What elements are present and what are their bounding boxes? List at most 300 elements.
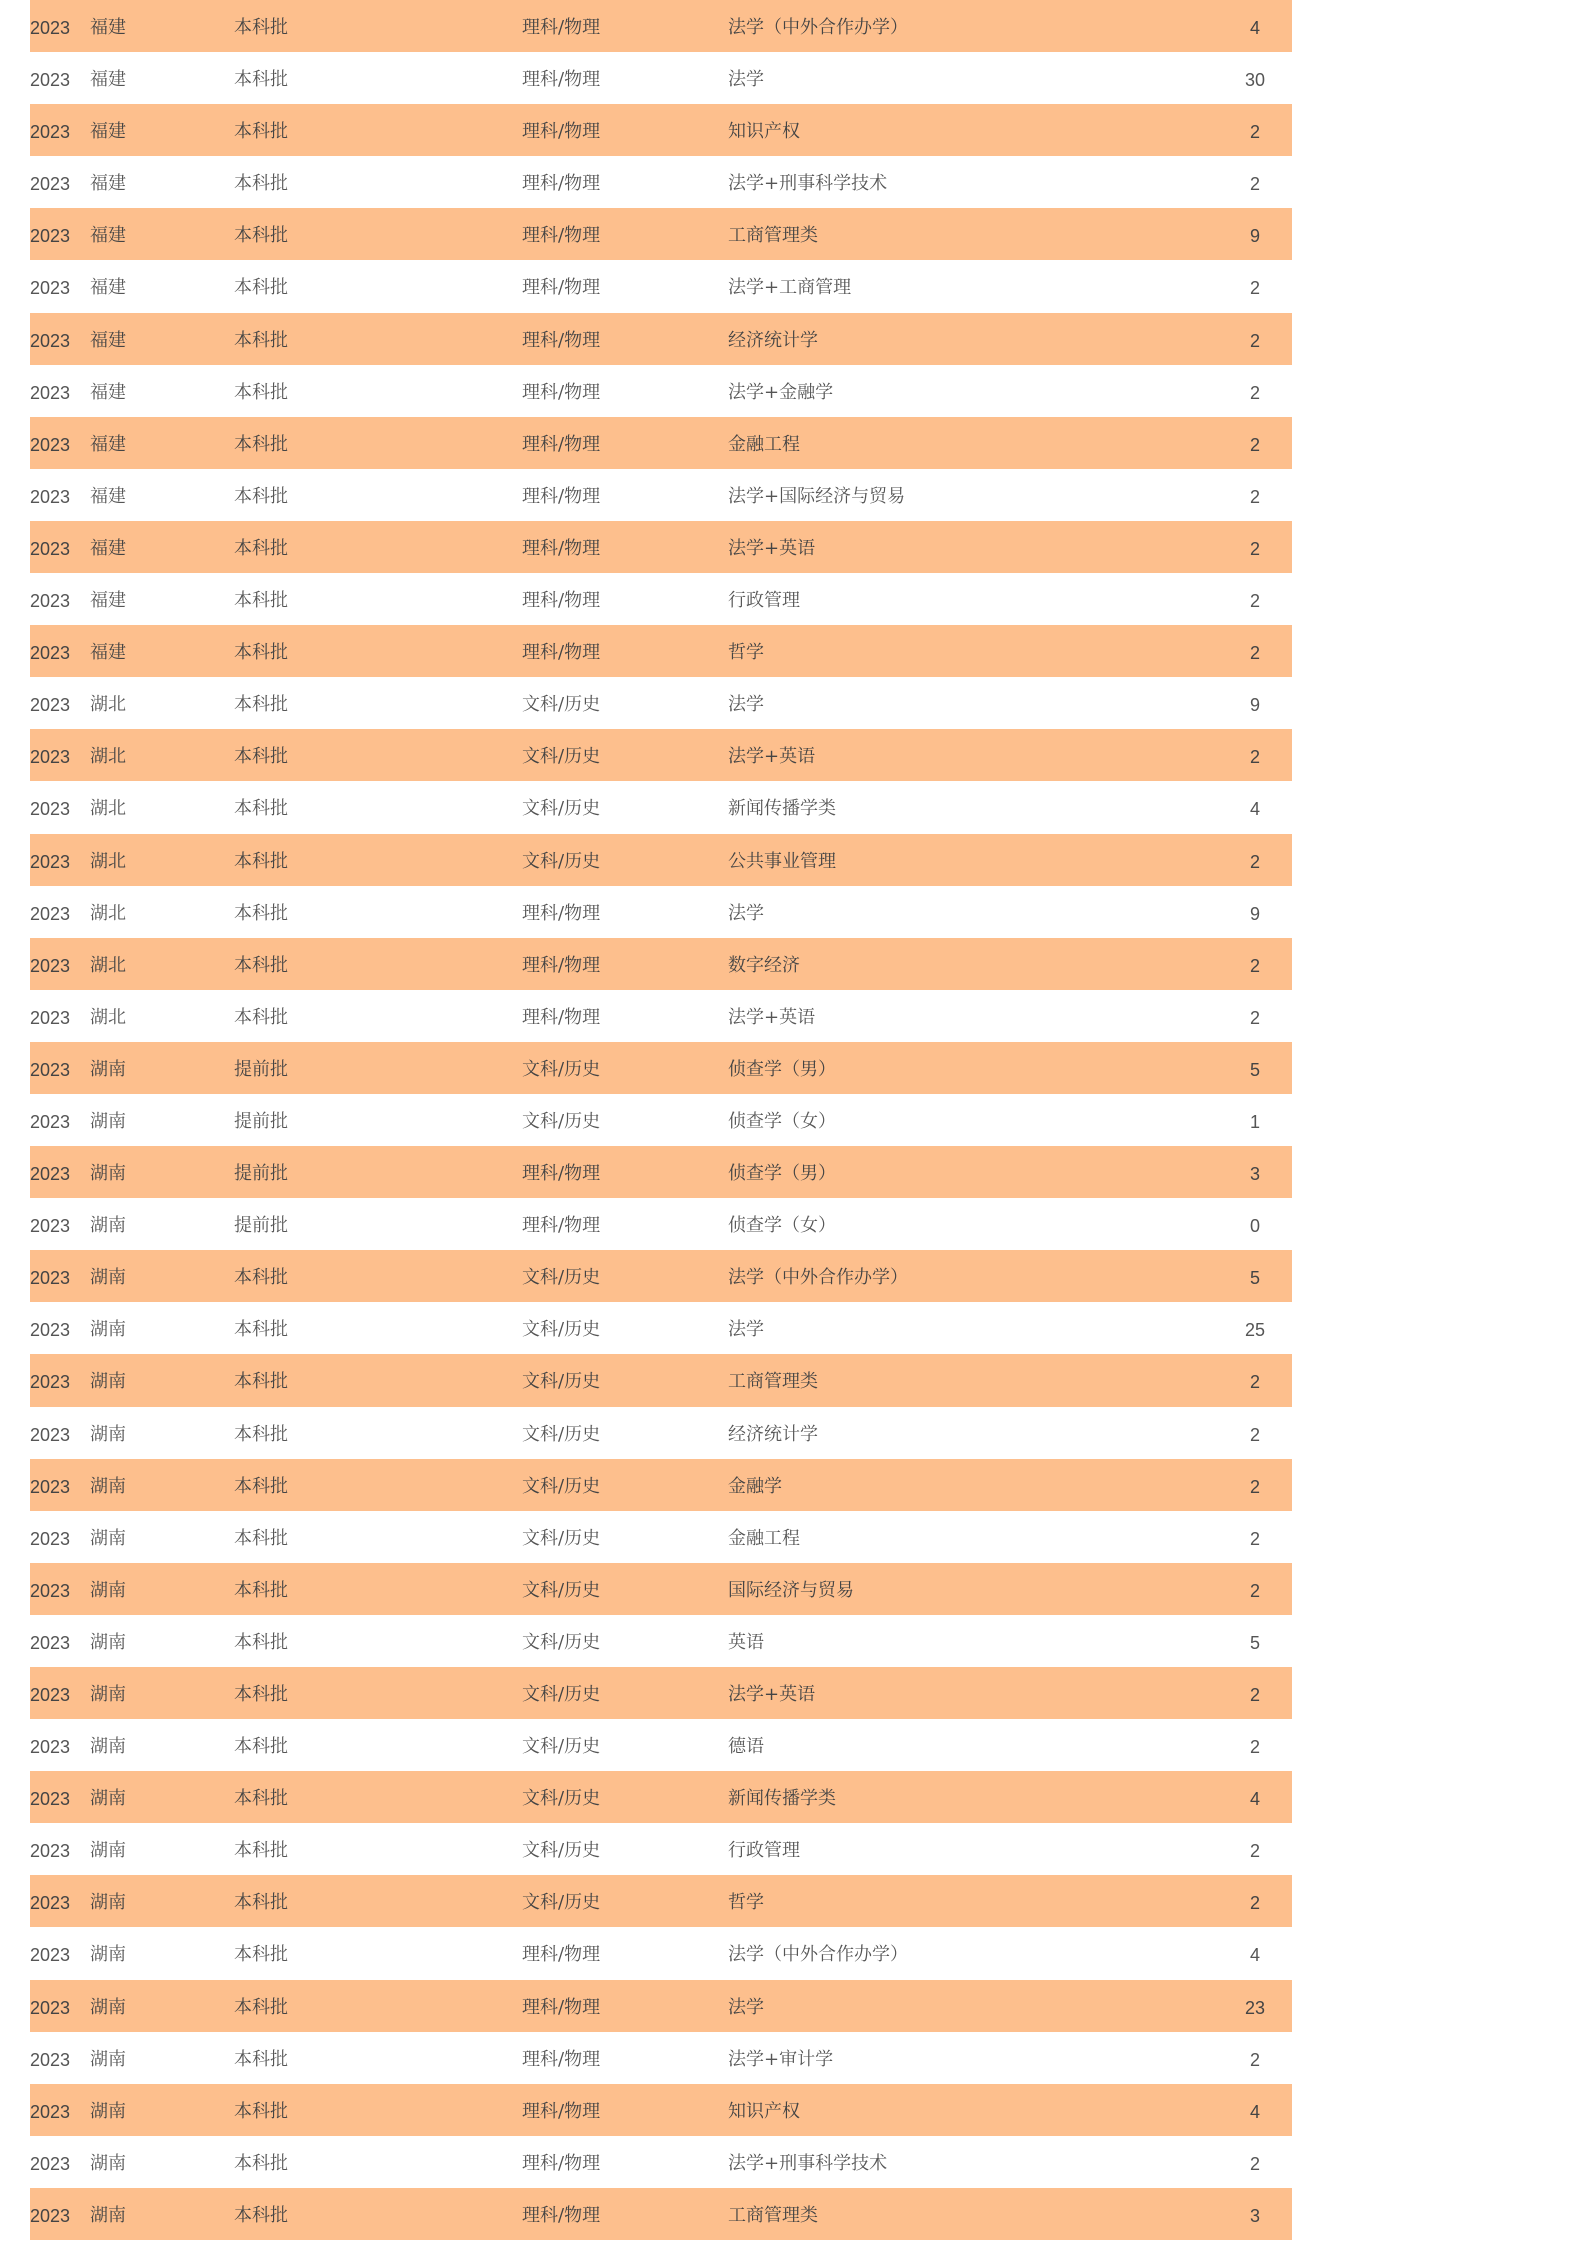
table-row — [30, 2084, 1292, 2136]
table-row — [30, 1927, 1292, 1979]
major-cell: 哲学 — [728, 642, 764, 664]
count-cell: 5 — [1249, 1268, 1260, 1289]
subject-cell: 理科/物理 — [522, 1996, 601, 2018]
major-cell: 新闻传播学类 — [728, 798, 836, 820]
table-row — [30, 1459, 1292, 1511]
count-cell: 4 — [1249, 1945, 1260, 1966]
table-row — [30, 313, 1292, 365]
subject-cell: 文科/历史 — [522, 1840, 601, 1862]
year-cell: 2023 — [30, 1216, 71, 1237]
batch-cell: 本科批 — [234, 902, 288, 924]
province-cell: 湖南 — [90, 1944, 126, 1966]
table-row — [30, 0, 1292, 52]
province-cell: 湖北 — [90, 850, 126, 872]
count-cell: 2 — [1249, 747, 1260, 768]
year-cell: 2023 — [30, 1945, 71, 1966]
year-cell: 2023 — [30, 955, 71, 976]
province-cell: 湖北 — [90, 694, 126, 716]
year-cell: 2023 — [30, 591, 71, 612]
batch-cell: 本科批 — [234, 69, 288, 91]
count-cell: 2 — [1249, 330, 1260, 351]
subject-cell: 文科/历史 — [522, 798, 601, 820]
batch-cell: 本科批 — [234, 121, 288, 143]
subject-cell: 文科/历史 — [522, 694, 601, 716]
count-cell: 0 — [1249, 1216, 1260, 1237]
year-cell: 2023 — [30, 538, 71, 559]
year-cell: 2023 — [30, 1424, 71, 1445]
major-cell: 知识产权 — [728, 121, 800, 143]
major-cell: 法学+英语 — [728, 537, 816, 559]
subject-cell: 文科/历史 — [522, 1736, 601, 1758]
year-cell: 2023 — [30, 643, 71, 664]
year-cell: 2023 — [30, 695, 71, 716]
table-row — [30, 521, 1292, 573]
major-cell: 德语 — [728, 1736, 764, 1758]
major-cell: 国际经济与贸易 — [728, 1579, 854, 1601]
subject-cell: 理科/物理 — [522, 485, 601, 507]
year-cell: 2023 — [30, 1320, 71, 1341]
major-cell: 英语 — [728, 1631, 764, 1653]
year-cell: 2023 — [30, 1997, 71, 2018]
province-cell: 湖南 — [90, 1163, 126, 1185]
subject-cell: 理科/物理 — [522, 277, 601, 299]
batch-cell: 本科批 — [234, 17, 288, 38]
count-cell: 4 — [1249, 799, 1260, 820]
province-cell: 湖北 — [90, 954, 126, 976]
table-row — [30, 469, 1292, 521]
major-cell: 法学 — [728, 902, 764, 924]
year-cell: 2023 — [30, 1007, 71, 1028]
batch-cell: 本科批 — [234, 1319, 288, 1341]
batch-cell: 本科批 — [234, 746, 288, 768]
count-cell: 25 — [1244, 1320, 1266, 1341]
batch-cell: 提前批 — [234, 1110, 288, 1132]
count-cell: 2 — [1249, 1372, 1260, 1393]
subject-cell: 文科/历史 — [522, 1527, 601, 1549]
year-cell: 2023 — [30, 2153, 71, 2174]
province-cell: 湖北 — [90, 798, 126, 820]
province-cell: 福建 — [90, 433, 126, 455]
batch-cell: 本科批 — [234, 954, 288, 976]
province-cell: 福建 — [90, 69, 126, 91]
province-cell: 湖南 — [90, 1579, 126, 1601]
table-row — [30, 781, 1292, 833]
major-cell: 知识产权 — [728, 2100, 800, 2122]
table-row — [30, 1302, 1292, 1354]
count-cell: 2 — [1249, 1841, 1260, 1862]
table-row — [30, 938, 1292, 990]
subject-cell: 理科/物理 — [522, 1944, 601, 1966]
batch-cell: 提前批 — [234, 1058, 288, 1080]
subject-cell: 文科/历史 — [522, 1110, 601, 1132]
major-cell: 侦查学（男） — [728, 1163, 836, 1185]
table-row — [30, 1407, 1292, 1459]
year-cell: 2023 — [30, 174, 71, 195]
year-cell: 2023 — [30, 2101, 71, 2122]
subject-cell: 文科/历史 — [522, 1579, 601, 1601]
count-cell: 9 — [1249, 695, 1260, 716]
count-cell: 2 — [1249, 1737, 1260, 1758]
batch-cell: 本科批 — [234, 1579, 288, 1601]
province-cell: 福建 — [90, 381, 126, 403]
province-cell: 福建 — [90, 642, 126, 664]
province-cell: 湖南 — [90, 1788, 126, 1810]
year-cell: 2023 — [30, 1059, 71, 1080]
major-cell: 法学+英语 — [728, 1006, 816, 1028]
major-cell: 法学+刑事科学技术 — [728, 2152, 888, 2174]
batch-cell: 本科批 — [234, 1736, 288, 1758]
major-cell: 工商管理类 — [728, 225, 818, 247]
major-cell: 侦查学（女） — [728, 1215, 836, 1237]
major-cell: 公共事业管理 — [728, 850, 836, 872]
subject-cell: 文科/历史 — [522, 1788, 601, 1810]
major-cell: 侦查学（男） — [728, 1058, 836, 1080]
count-cell: 2 — [1249, 2049, 1260, 2070]
batch-cell: 本科批 — [234, 642, 288, 664]
major-cell: 金融工程 — [728, 433, 800, 455]
subject-cell: 理科/物理 — [522, 433, 601, 455]
count-cell: 4 — [1249, 1789, 1260, 1810]
subject-cell: 理科/物理 — [522, 2152, 601, 2174]
major-cell: 哲学 — [728, 1892, 764, 1914]
count-cell: 9 — [1249, 226, 1260, 247]
batch-cell: 本科批 — [234, 2204, 288, 2226]
batch-cell: 本科批 — [234, 225, 288, 247]
subject-cell: 文科/历史 — [522, 1631, 601, 1653]
year-cell: 2023 — [30, 1841, 71, 1862]
major-cell: 法学 — [728, 1319, 764, 1341]
province-cell: 湖南 — [90, 1631, 126, 1653]
year-cell: 2023 — [30, 1580, 71, 1601]
count-cell: 3 — [1249, 2205, 1260, 2226]
major-cell: 法学（中外合作办学） — [728, 17, 908, 38]
batch-cell: 本科批 — [234, 1267, 288, 1289]
subject-cell: 理科/物理 — [522, 954, 601, 976]
batch-cell: 本科批 — [234, 2100, 288, 2122]
count-cell: 2 — [1249, 278, 1260, 299]
table-row — [30, 1094, 1292, 1146]
count-cell: 2 — [1249, 1007, 1260, 1028]
year-cell: 2023 — [30, 1164, 71, 1185]
province-cell: 福建 — [90, 277, 126, 299]
province-cell: 湖南 — [90, 2100, 126, 2122]
table-row — [30, 208, 1292, 260]
batch-cell: 提前批 — [234, 1163, 288, 1185]
subject-cell: 理科/物理 — [522, 2100, 601, 2122]
subject-cell: 理科/物理 — [522, 537, 601, 559]
province-cell: 湖南 — [90, 2204, 126, 2226]
province-cell: 湖南 — [90, 2048, 126, 2070]
count-cell: 2 — [1249, 955, 1260, 976]
major-cell: 经济统计学 — [728, 1423, 818, 1445]
count-cell: 2 — [1249, 538, 1260, 559]
count-cell: 2 — [1249, 643, 1260, 664]
batch-cell: 本科批 — [234, 2048, 288, 2070]
year-cell: 2023 — [30, 18, 71, 38]
province-cell: 湖南 — [90, 2152, 126, 2174]
province-cell: 湖南 — [90, 1110, 126, 1132]
major-cell: 法学 — [728, 69, 764, 91]
count-cell: 2 — [1249, 122, 1260, 143]
batch-cell: 本科批 — [234, 2152, 288, 2174]
count-cell: 2 — [1249, 1685, 1260, 1705]
major-cell: 工商管理类 — [728, 2204, 818, 2226]
year-cell: 2023 — [30, 903, 71, 924]
year-cell: 2023 — [30, 434, 71, 455]
province-cell: 湖南 — [90, 1736, 126, 1758]
province-cell: 湖南 — [90, 1267, 126, 1289]
count-cell: 3 — [1249, 1164, 1260, 1185]
major-cell: 法学（中外合作办学） — [728, 1944, 908, 1966]
count-cell: 9 — [1249, 903, 1260, 924]
major-cell: 工商管理类 — [728, 1371, 818, 1393]
major-cell: 法学+英语 — [728, 746, 816, 768]
province-cell: 湖南 — [90, 1319, 126, 1341]
subject-cell: 理科/物理 — [522, 381, 601, 403]
table-row — [30, 1615, 1292, 1667]
province-cell: 湖南 — [90, 1371, 126, 1393]
table-row — [30, 1354, 1292, 1406]
count-cell: 2 — [1249, 1528, 1260, 1549]
year-cell: 2023 — [30, 70, 71, 91]
major-cell: 法学+金融学 — [728, 381, 834, 403]
year-cell: 2023 — [30, 799, 71, 820]
year-cell: 2023 — [30, 122, 71, 143]
table-row — [30, 52, 1292, 104]
subject-cell: 理科/物理 — [522, 69, 601, 91]
count-cell: 2 — [1249, 382, 1260, 403]
province-cell: 福建 — [90, 485, 126, 507]
subject-cell: 理科/物理 — [522, 2048, 601, 2070]
major-cell: 经济统计学 — [728, 329, 818, 351]
subject-cell: 文科/历史 — [522, 1267, 601, 1289]
year-cell: 2023 — [30, 1528, 71, 1549]
batch-cell: 本科批 — [234, 173, 288, 195]
province-cell: 湖南 — [90, 1475, 126, 1497]
count-cell: 4 — [1249, 2101, 1260, 2122]
subject-cell: 理科/物理 — [522, 225, 601, 247]
batch-cell: 本科批 — [234, 850, 288, 872]
table-row — [30, 1667, 1292, 1719]
year-cell: 2023 — [30, 1737, 71, 1758]
subject-cell: 文科/历史 — [522, 1475, 601, 1497]
table-row — [30, 625, 1292, 677]
enrollment-table — [30, 0, 1292, 2240]
province-cell: 湖南 — [90, 1684, 126, 1705]
province-cell: 福建 — [90, 17, 126, 38]
year-cell: 2023 — [30, 330, 71, 351]
batch-cell: 本科批 — [234, 1996, 288, 2018]
count-cell: 30 — [1244, 70, 1266, 91]
year-cell: 2023 — [30, 486, 71, 507]
table-row — [30, 677, 1292, 729]
province-cell: 湖南 — [90, 1996, 126, 2018]
province-cell: 福建 — [90, 173, 126, 195]
table-row — [30, 260, 1292, 312]
province-cell: 福建 — [90, 121, 126, 143]
batch-cell: 本科批 — [234, 381, 288, 403]
batch-cell: 本科批 — [234, 1371, 288, 1393]
count-cell: 2 — [1249, 1476, 1260, 1497]
batch-cell: 本科批 — [234, 277, 288, 299]
count-cell: 4 — [1249, 18, 1260, 38]
table-row — [30, 573, 1292, 625]
count-cell: 2 — [1249, 1893, 1260, 1914]
subject-cell: 理科/物理 — [522, 121, 601, 143]
batch-cell: 本科批 — [234, 1475, 288, 1497]
batch-cell: 本科批 — [234, 1527, 288, 1549]
count-cell: 5 — [1249, 1632, 1260, 1653]
subject-cell: 文科/历史 — [522, 850, 601, 872]
subject-cell: 文科/历史 — [522, 1684, 601, 1705]
year-cell: 2023 — [30, 1111, 71, 1132]
major-cell: 侦查学（女） — [728, 1110, 836, 1132]
year-cell: 2023 — [30, 1685, 71, 1705]
table-row — [30, 104, 1292, 156]
count-cell: 2 — [1249, 434, 1260, 455]
province-cell: 福建 — [90, 590, 126, 612]
table-row — [30, 1771, 1292, 1823]
year-cell: 2023 — [30, 278, 71, 299]
batch-cell: 本科批 — [234, 1684, 288, 1705]
province-cell: 福建 — [90, 537, 126, 559]
province-cell: 湖南 — [90, 1840, 126, 1862]
subject-cell: 理科/物理 — [522, 329, 601, 351]
subject-cell: 理科/物理 — [522, 2204, 601, 2226]
batch-cell: 本科批 — [234, 1006, 288, 1028]
table-row — [30, 886, 1292, 938]
count-cell: 2 — [1249, 2153, 1260, 2174]
major-cell: 新闻传播学类 — [728, 1788, 836, 1810]
province-cell: 湖北 — [90, 746, 126, 768]
year-cell: 2023 — [30, 1476, 71, 1497]
province-cell: 湖南 — [90, 1892, 126, 1914]
count-cell: 1 — [1249, 1111, 1260, 1132]
batch-cell: 本科批 — [234, 590, 288, 612]
major-cell: 行政管理 — [728, 590, 800, 612]
count-cell: 2 — [1249, 591, 1260, 612]
province-cell: 湖南 — [90, 1058, 126, 1080]
major-cell: 法学 — [728, 694, 764, 716]
year-cell: 2023 — [30, 1372, 71, 1393]
subject-cell: 文科/历史 — [522, 1058, 601, 1080]
major-cell: 金融工程 — [728, 1527, 800, 1549]
year-cell: 2023 — [30, 1789, 71, 1810]
year-cell: 2023 — [30, 2205, 71, 2226]
province-cell: 湖北 — [90, 1006, 126, 1028]
year-cell: 2023 — [30, 1268, 71, 1289]
batch-cell: 本科批 — [234, 1631, 288, 1653]
subject-cell: 理科/物理 — [522, 1215, 601, 1237]
batch-cell: 本科批 — [234, 537, 288, 559]
year-cell: 2023 — [30, 747, 71, 768]
year-cell: 2023 — [30, 1632, 71, 1653]
subject-cell: 理科/物理 — [522, 1163, 601, 1185]
year-cell: 2023 — [30, 382, 71, 403]
subject-cell: 文科/历史 — [522, 1423, 601, 1445]
year-cell: 2023 — [30, 226, 71, 247]
table-row — [30, 1980, 1292, 2032]
batch-cell: 本科批 — [234, 1788, 288, 1810]
batch-cell: 本科批 — [234, 433, 288, 455]
province-cell: 福建 — [90, 329, 126, 351]
major-cell: 法学+工商管理 — [728, 277, 852, 299]
table-row — [30, 990, 1292, 1042]
major-cell: 数字经济 — [728, 954, 800, 976]
major-cell: 法学 — [728, 1996, 764, 2018]
year-cell: 2023 — [30, 1893, 71, 1914]
table-row — [30, 2136, 1292, 2188]
batch-cell: 本科批 — [234, 485, 288, 507]
major-cell: 金融学 — [728, 1475, 782, 1497]
province-cell: 湖北 — [90, 902, 126, 924]
subject-cell: 文科/历史 — [522, 746, 601, 768]
subject-cell: 理科/物理 — [522, 1006, 601, 1028]
table-row — [30, 1250, 1292, 1302]
table-row — [30, 2032, 1292, 2084]
major-cell: 行政管理 — [728, 1840, 800, 1862]
province-cell: 湖南 — [90, 1527, 126, 1549]
province-cell: 福建 — [90, 225, 126, 247]
table-row — [30, 1875, 1292, 1927]
batch-cell: 本科批 — [234, 329, 288, 351]
table-row — [30, 1042, 1292, 1094]
batch-cell: 本科批 — [234, 1423, 288, 1445]
major-cell: 法学+英语 — [728, 1684, 816, 1705]
subject-cell: 文科/历史 — [522, 1892, 601, 1914]
major-cell: 法学（中外合作办学） — [728, 1267, 908, 1289]
subject-cell: 理科/物理 — [522, 590, 601, 612]
province-cell: 湖南 — [90, 1423, 126, 1445]
subject-cell: 理科/物理 — [522, 173, 601, 195]
table-row — [30, 1719, 1292, 1771]
table-row — [30, 1511, 1292, 1563]
count-cell: 2 — [1249, 486, 1260, 507]
subject-cell: 理科/物理 — [522, 17, 601, 38]
batch-cell: 本科批 — [234, 798, 288, 820]
count-cell: 2 — [1249, 174, 1260, 195]
count-cell: 2 — [1249, 1580, 1260, 1601]
count-cell: 5 — [1249, 1059, 1260, 1080]
table-row — [30, 1823, 1292, 1875]
major-cell: 法学+审计学 — [728, 2048, 834, 2070]
batch-cell: 提前批 — [234, 1215, 288, 1237]
major-cell: 法学+刑事科学技术 — [728, 173, 888, 195]
table-row — [30, 1198, 1292, 1250]
batch-cell: 本科批 — [234, 694, 288, 716]
table-row — [30, 2188, 1292, 2240]
subject-cell: 理科/物理 — [522, 902, 601, 924]
province-cell: 湖南 — [90, 1215, 126, 1237]
table-row — [30, 417, 1292, 469]
count-cell: 2 — [1249, 1424, 1260, 1445]
year-cell: 2023 — [30, 2049, 71, 2070]
count-cell: 2 — [1249, 851, 1260, 872]
subject-cell: 文科/历史 — [522, 1371, 601, 1393]
table-row — [30, 729, 1292, 781]
major-cell: 法学+国际经济与贸易 — [728, 485, 906, 507]
table-row — [30, 156, 1292, 208]
year-cell: 2023 — [30, 851, 71, 872]
batch-cell: 本科批 — [234, 1944, 288, 1966]
table-row — [30, 365, 1292, 417]
batch-cell: 本科批 — [234, 1840, 288, 1862]
table-row — [30, 1146, 1292, 1198]
batch-cell: 本科批 — [234, 1892, 288, 1914]
count-cell: 23 — [1244, 1997, 1266, 2018]
table-row — [30, 1563, 1292, 1615]
subject-cell: 理科/物理 — [522, 642, 601, 664]
